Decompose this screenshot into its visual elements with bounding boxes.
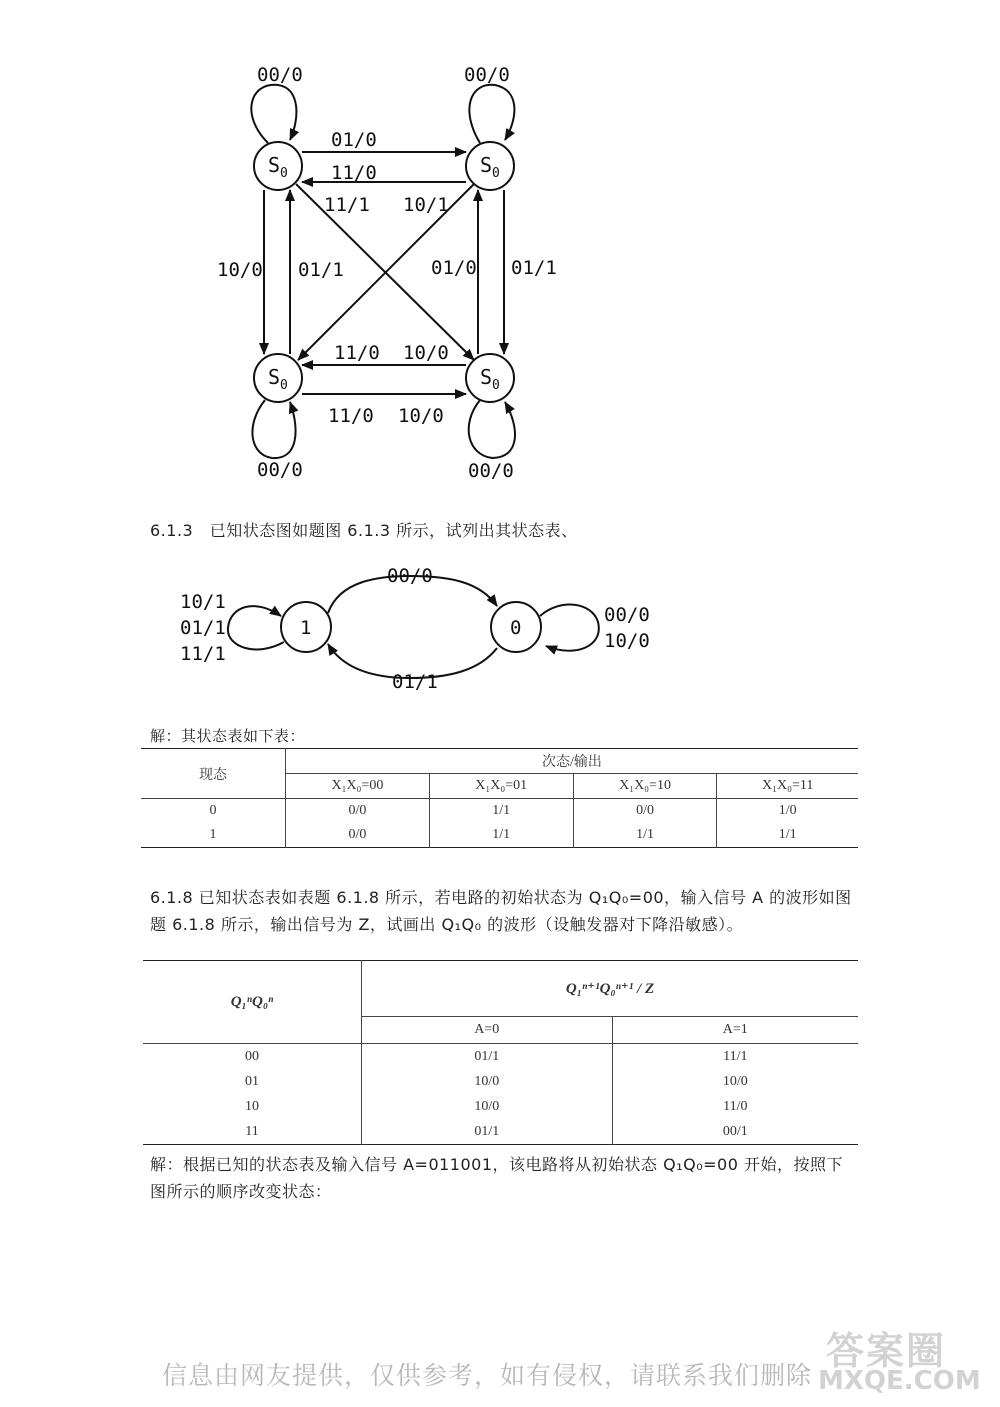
state-diagram-1 [0,0,1000,500]
table-cell: 01 [143,1069,362,1094]
question-6-1-8-line1: 6.1.8 已知状态表如表题 6.1.8 所示，若电路的初始状态为 Q₁Q₀=00，输入信号 A 的波形如图 [150,888,852,907]
col-header: X₁X₀=01 [429,774,573,799]
question-6-1-8-line2: 题 6.1.8 所示，输出信号为 Z，试画出 Q₁Q₀ 的波形（设触发器对下降沿敏感）。 [150,915,744,934]
edge-label: 00/0 [604,604,650,626]
col-header: A=0 [362,1016,613,1043]
state-label-1: 1 [300,617,312,639]
col-header: X₁X₀=00 [286,774,430,799]
table-cell: 0/0 [286,799,430,824]
edge-label: 00/0 [468,460,514,482]
table-cell: 01/1 [362,1119,613,1145]
footer-disclaimer: 信息由网友提供，仅供参考，如有侵权，请联系我们删除 [162,1361,813,1390]
edge-label: 01/1 [392,671,438,693]
table-cell: 1 [141,823,286,848]
edge-label: 01/0 [331,129,377,151]
table-cell: 10 [143,1094,362,1119]
table-cell: 11/0 [723,1098,748,1114]
edge-label: 11/1 [324,194,370,216]
edge-label: 10/0 [604,630,650,652]
edge-label: 10/1 [180,591,226,613]
table-cell: 01/1 [362,1044,613,1070]
edge-label: 10/1 [403,194,449,216]
self-loop-tl [251,85,296,143]
edge-label: 11/0 [334,342,380,364]
table-cell: 1/1 [573,823,717,848]
edge-label: 10/0 [403,342,449,364]
solution-text-1: 解：其状态表如下表： [150,727,306,745]
edge-label: 10/0 [398,405,444,427]
state-label-tl: $S_0$ [268,153,288,181]
table-cell: 10/0 [362,1069,613,1094]
state-diagram-2 [0,550,1000,700]
table-cell: 10/0 [362,1094,613,1119]
table-row [143,1044,858,1070]
edge-label: 11/0 [331,162,377,184]
edge-label: 00/0 [387,565,433,587]
table-cell: 1/0 [778,803,797,818]
table-cell: 10/0 [722,1073,748,1089]
state-label-br: $S_0$ [480,365,500,393]
table-cell: 0/0 [573,799,717,824]
state-table-2 [143,960,858,1145]
edge-label: 00/0 [257,459,303,481]
table-row [141,799,858,824]
edge-label: 11/0 [328,405,374,427]
table-cell: 11 [143,1119,362,1145]
table-cell: 00 [143,1044,362,1070]
question-6-1-3: 6.1.3 已知状态图如题图 6.1.3 所示，试列出其状态表、 [150,521,578,540]
edge-label: 00/0 [464,64,510,86]
edge-label: 00/0 [257,64,303,86]
table-cell: 11/1 [723,1048,748,1064]
state-label-bl: $S_0$ [268,365,288,393]
edge-label: 01/1 [511,257,557,279]
table-cell: 1/1 [429,799,573,824]
header-present-state: Q₁ⁿQ₀ⁿ [143,961,362,1044]
table-row [143,1069,858,1094]
table-row [143,1094,858,1119]
header-next-state: 次态/输出 [286,749,859,774]
header-present-state: 现态 [141,749,286,799]
self-loop-bl [252,400,295,458]
edge-label: 01/0 [431,257,477,279]
state-table-1 [141,748,858,848]
table-row [141,823,858,848]
edge-label: 01/1 [298,259,344,281]
table-row [143,1119,858,1145]
solution-text-2-line1: 解：根据已知的状态表及输入信号 A=011001，该电路将从初始状态 Q₁Q₀=00 开始，按照下 [150,1155,843,1174]
header-next-state: Q₁ⁿ⁺¹Q₀ⁿ⁺¹ / Z [362,961,859,1017]
table-cell: 1/1 [778,827,797,842]
col-header: X₁X₀=10 [573,774,717,799]
edge-label: 01/1 [180,617,226,639]
table-cell: 00/1 [722,1123,748,1139]
edge-label: 11/1 [180,643,226,665]
self-loop-br [469,400,515,458]
edge-label: 10/0 [217,259,263,281]
col-header: X₁X₀=11 [762,778,814,793]
table-cell: 1/1 [429,823,573,848]
self-loop-tr [469,85,514,143]
solution-text-2-line2: 图所示的顺序改变状态： [150,1182,332,1201]
col-header: A=1 [722,1021,748,1037]
state-label-tr: $S_0$ [480,153,500,181]
table-cell: 0 [141,799,286,824]
watermark-logo [818,1320,994,1400]
self-loop-0 [540,605,599,651]
self-loop-1 [228,606,284,649]
watermark-url: MXQE.COM [818,1366,981,1396]
state-label-0: 0 [510,617,522,639]
watermark-logo-text: 答案圈 [826,1329,947,1373]
table-cell: 0/0 [286,823,430,848]
